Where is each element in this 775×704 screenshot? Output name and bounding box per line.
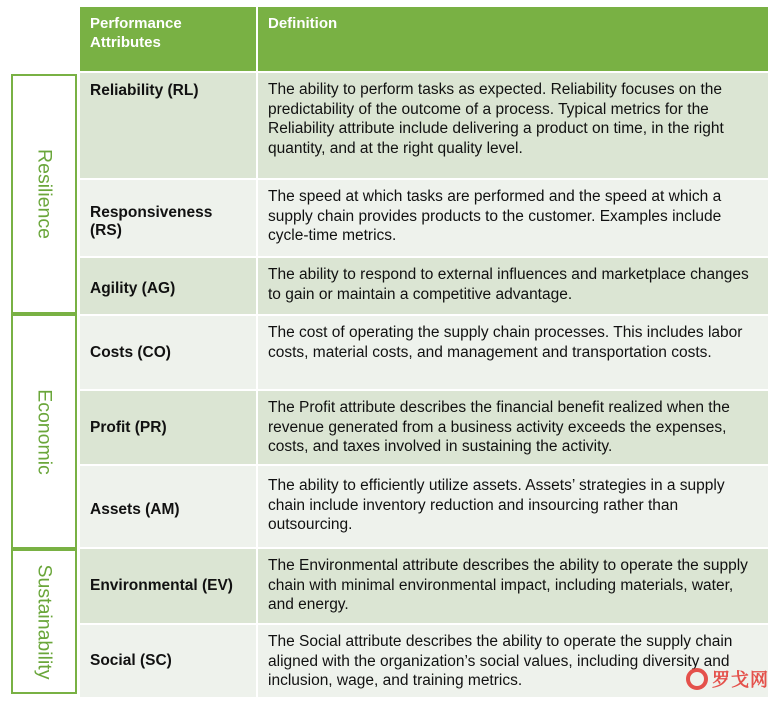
table-row: [80, 258, 768, 316]
header-definition: Definition: [268, 15, 338, 32]
definition-cell: The ability to perform tasks as expected. Reliability focuses on the predictability of the outcome of a process. Typical metrics for the Reliability attribute include delivering a product on time, in the right quantity, and at the right quality level.: [268, 81, 724, 157]
watermark: [686, 666, 769, 692]
attribute-cell: Responsiveness (RS): [80, 180, 258, 256]
table-row: [80, 316, 768, 391]
definition-cell: The Social attribute describes the ability to operate the supply chain aligned with the organization’s social values, including diversity and inclusion, wage, and training metrics.: [268, 633, 733, 689]
header-performance-attributes-text: Performance Attributes: [90, 15, 182, 51]
table-row: [80, 73, 768, 180]
definition-cell: The ability to efficiently utilize assets. Assets’ strategies in a supply chain include inventory reduction and insourcing rather than outsourcing.: [268, 477, 725, 533]
attribute-cell: Agility (AG): [80, 258, 258, 314]
definition-cell: The cost of operating the supply chain processes. This includes labor costs, material costs, and management and transportation costs.: [268, 324, 743, 361]
attribute-cell: Social (SC): [80, 625, 258, 697]
definition-cell: The Profit attribute describes the financial benefit realized when the revenue generated from a business activity exceeds the expenses, costs, and taxes involved in sustaining the activity.: [268, 399, 730, 455]
table-header: [80, 7, 768, 73]
table-row: [80, 391, 768, 466]
group-economic: [11, 314, 77, 549]
attribute-cell: Environmental (EV): [80, 549, 258, 623]
table-row: [80, 466, 768, 549]
table-row: [80, 549, 768, 625]
group-label-economic: Economic: [33, 388, 56, 475]
definition-cell: The Environmental attribute describes the ability to operate the supply chain with minimal environmental impact, including materials, water, and energy.: [268, 557, 748, 613]
watermark-logo-icon: [686, 668, 708, 690]
attribute-cell: Costs (CO): [80, 316, 258, 389]
performance-attributes-table: [80, 7, 768, 699]
group-resilience: [11, 74, 77, 314]
definition-cell: The speed at which tasks are performed and the speed at which a supply chain provides products to the customer. Examples include cycle-time metrics.: [268, 188, 722, 244]
group-sustainability: [11, 549, 77, 694]
group-label-resilience: Resilience: [33, 149, 56, 239]
definition-cell: The ability to respond to external influences and marketplace changes to gain or maintain a competitive advantage.: [268, 266, 749, 303]
watermark-text: 罗戈网: [712, 670, 769, 690]
attribute-cell: Assets (AM): [80, 466, 258, 547]
table-row: [80, 180, 768, 258]
table-row: [80, 625, 768, 699]
group-label-sustainability: Sustainability: [33, 564, 56, 679]
attribute-cell: Profit (PR): [80, 391, 258, 464]
header-performance-attributes: [80, 7, 258, 71]
attribute-cell: Reliability (RL): [80, 73, 258, 178]
